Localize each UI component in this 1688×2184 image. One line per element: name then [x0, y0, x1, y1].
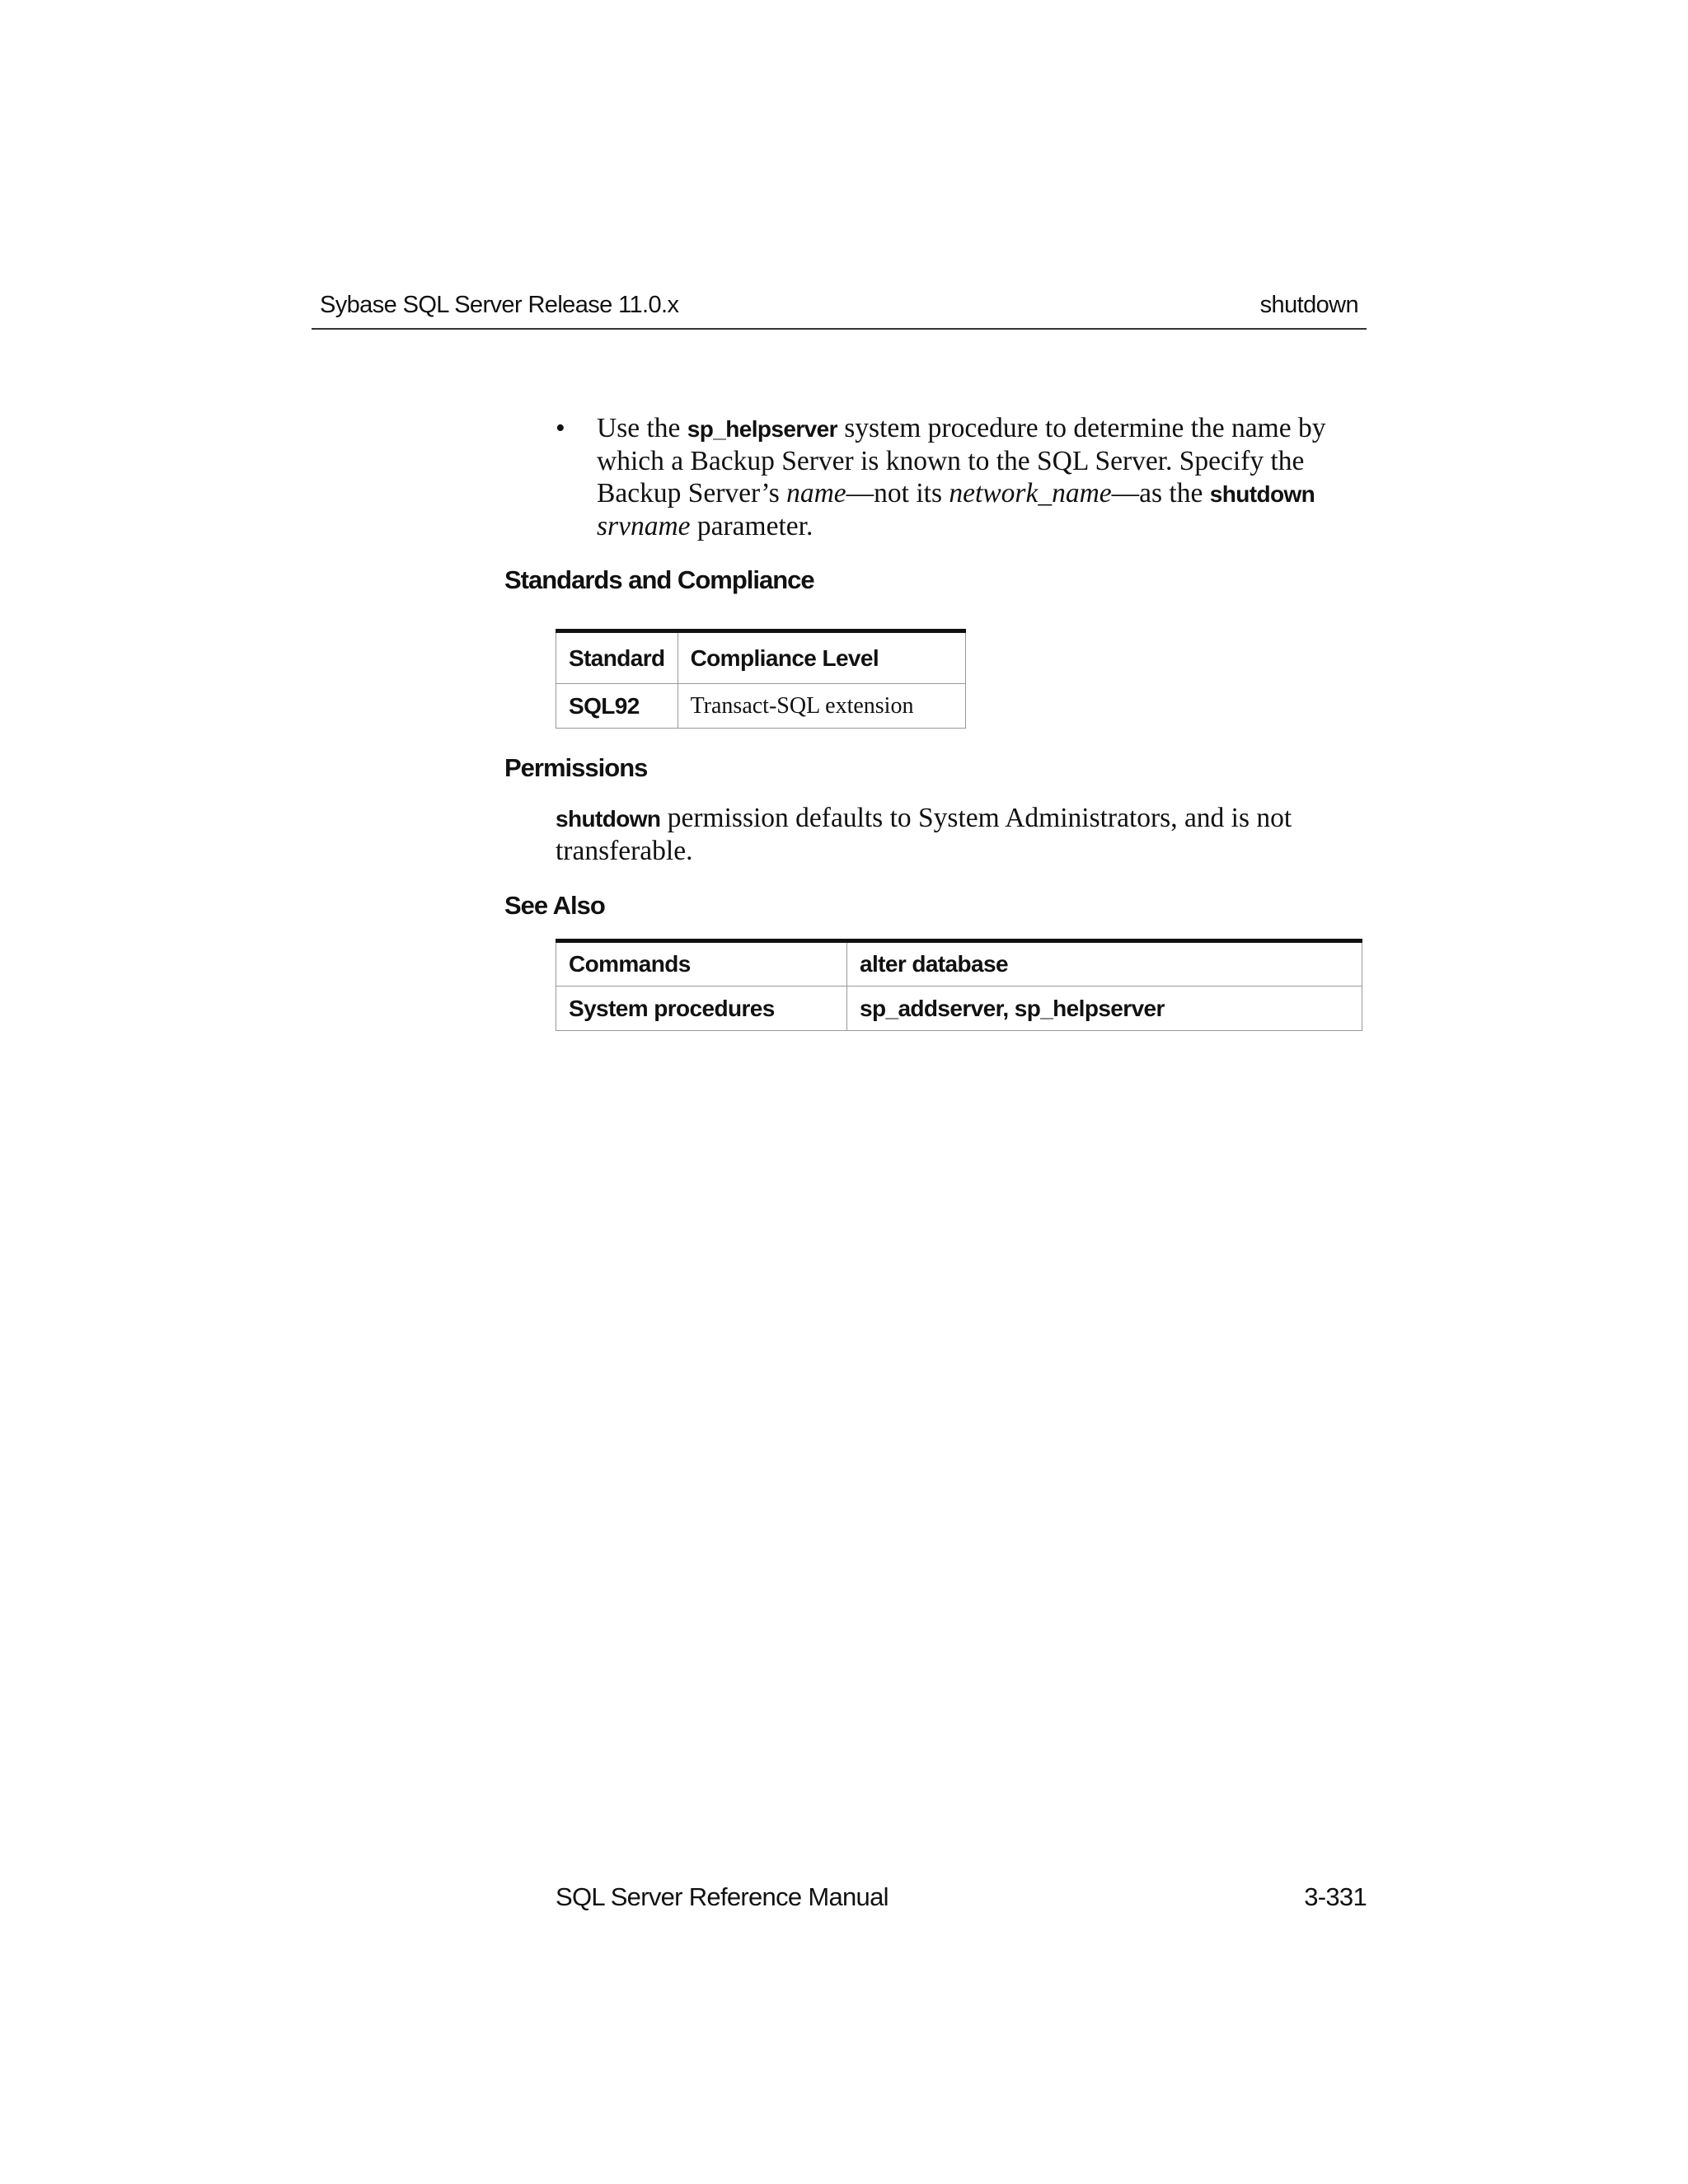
- code-shutdown: shutdown: [556, 806, 661, 832]
- permissions-text: [556, 802, 1380, 867]
- table-row: [556, 987, 1362, 1031]
- standards-cell-standard: SQL92: [556, 684, 678, 729]
- bullet-text-part: system procedure to determine the name by which a Backup Server is known to the SQL Server. Specify the Backup Server’s: [597, 413, 1326, 509]
- standards-header-row: [556, 631, 966, 684]
- header-topic: shutdown: [1259, 292, 1358, 318]
- standards-cell-level: Transact-SQL extension: [678, 684, 965, 729]
- standards-heading: Standards and Compliance: [504, 565, 814, 594]
- standards-col-compliance: Compliance Level: [678, 631, 965, 684]
- bullet-text: [597, 412, 1380, 542]
- table-row: [556, 684, 966, 729]
- see-also-value: sp_addserver, sp_helpserver: [847, 987, 1362, 1031]
- bullet-symbol: •: [556, 413, 565, 443]
- see-also-label: System procedures: [556, 987, 847, 1031]
- bullet-text-part: —as the: [1111, 478, 1210, 509]
- bullet-text-part: —not its: [846, 478, 950, 509]
- see-also-label: Commands: [556, 941, 847, 987]
- param-name: name: [786, 478, 846, 509]
- running-header: [312, 288, 1367, 330]
- param-srvname: srvname: [597, 511, 691, 541]
- bullet-item: [556, 412, 1380, 542]
- permissions-text-part: permission defaults to System Administrators, and is not transferable.: [556, 803, 1292, 866]
- footer-manual-title: SQL Server Reference Manual: [556, 1882, 889, 1911]
- see-also-value: alter database: [847, 941, 1362, 987]
- bullet-text-part: Use the: [597, 413, 687, 443]
- code-shutdown: shutdown: [1209, 481, 1315, 507]
- code-sp-helpserver: sp_helpserver: [687, 416, 837, 442]
- bullet-text-part: parameter.: [690, 511, 814, 541]
- table-row: [556, 941, 1362, 987]
- see-also-table: [556, 939, 1362, 1031]
- footer-page-number: 3-331: [1304, 1882, 1367, 1911]
- standards-table: [556, 629, 966, 729]
- see-also-heading: See Also: [504, 891, 605, 920]
- standards-col-standard: Standard: [556, 631, 678, 684]
- param-network-name: network_name: [949, 478, 1112, 509]
- header-product-title: Sybase SQL Server Release 11.0.x: [320, 292, 679, 318]
- permissions-heading: Permissions: [504, 753, 648, 782]
